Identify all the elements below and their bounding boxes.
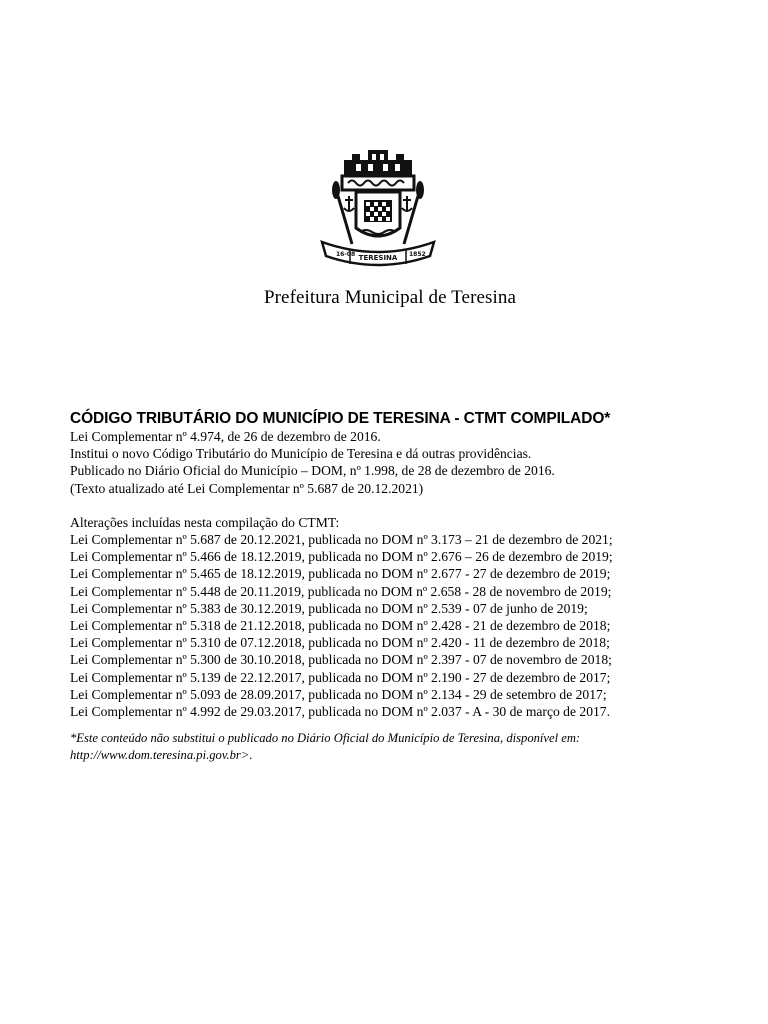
amendment-item: Lei Complementar nº 4.992 de 29.03.2017, publicada no DOM nº 2.037 - A - 30 de março de 2017. xyxy=(70,704,610,720)
coat-of-arms-seal xyxy=(316,146,440,272)
disclaimer-url: http://www.dom.teresina.pi.gov.br>. xyxy=(70,747,253,762)
seal-left-date: 16-08 xyxy=(336,251,356,258)
amendment-item: Lei Complementar nº 5.318 de 21.12.2018, publicada no DOM nº 2.428 - 21 de dezembro de 2018; xyxy=(70,618,611,634)
amendment-item: Lei Complementar nº 5.448 de 20.11.2019, publicada no DOM nº 2.658 - 28 de novembro de 2019; xyxy=(70,583,612,599)
document-title: CÓDIGO TRIBUTÁRIO DO MUNICÍPIO DE TERESINA - CTMT COMPILADO* xyxy=(70,410,611,427)
amendment-item: Lei Complementar nº 5.383 de 30.12.2019, publicada no DOM nº 2.539 - 07 de junho de 2019; xyxy=(70,600,588,616)
amendment-item: Lei Complementar nº 5.466 de 18.12.2019, publicada no DOM nº 2.676 – 26 de dezembro de 2019; xyxy=(70,549,613,565)
amendment-item: Lei Complementar nº 5.300 de 30.10.2018, publicada no DOM nº 2.397 - 07 de novembro de 2018; xyxy=(70,652,612,668)
amendments-heading: Alterações incluídas nesta compilação do CTMT: xyxy=(70,514,340,530)
disclaimer-note xyxy=(70,730,710,763)
document-body xyxy=(70,409,710,763)
law-purpose-line: Institui o novo Código Tributário do Município de Teresina e dá outras providências. xyxy=(70,446,532,462)
update-note-line: (Texto atualizado até Lei Complementar nº 5.687 de 20.12.2021) xyxy=(70,480,424,496)
amendment-item: Lei Complementar nº 5.687 de 20.12.2021, publicada no DOM nº 3.173 – 21 de dezembro de 2021; xyxy=(70,532,613,548)
disclaimer-text: *Este conteúdo não substitui o publicado no Diário Oficial do Município de Teresina, disponível em: xyxy=(70,731,581,746)
law-number-line: Lei Complementar nº 4.974, de 26 de dezembro de 2016. xyxy=(70,429,381,444)
coat-of-arms-icon xyxy=(316,146,440,272)
institution-name: Prefeitura Municipal de Teresina xyxy=(263,287,517,308)
seal-right-date: 1852 xyxy=(409,251,426,258)
spacer xyxy=(70,497,710,514)
amendment-item: Lei Complementar nº 5.465 de 18.12.2019, publicada no DOM nº 2.677 - 27 de dezembro de 2019; xyxy=(70,566,611,582)
publication-line: Publicado no Diário Oficial do Município – DOM, nº 1.998, de 28 de dezembro de 2016. xyxy=(70,463,555,479)
amendment-item: Lei Complementar nº 5.310 de 07.12.2018, publicada no DOM nº 2.420 - 11 de dezembro de 2018; xyxy=(70,635,610,651)
amendment-item: Lei Complementar nº 5.093 de 28.09.2017, publicada no DOM nº 2.134 - 29 de setembro de 2017; xyxy=(70,686,607,702)
amendment-item: Lei Complementar nº 5.139 de 22.12.2017, publicada no DOM nº 2.190 - 27 de dezembro de 2017; xyxy=(70,669,611,685)
seal-banner-text: TERESINA xyxy=(358,254,398,262)
